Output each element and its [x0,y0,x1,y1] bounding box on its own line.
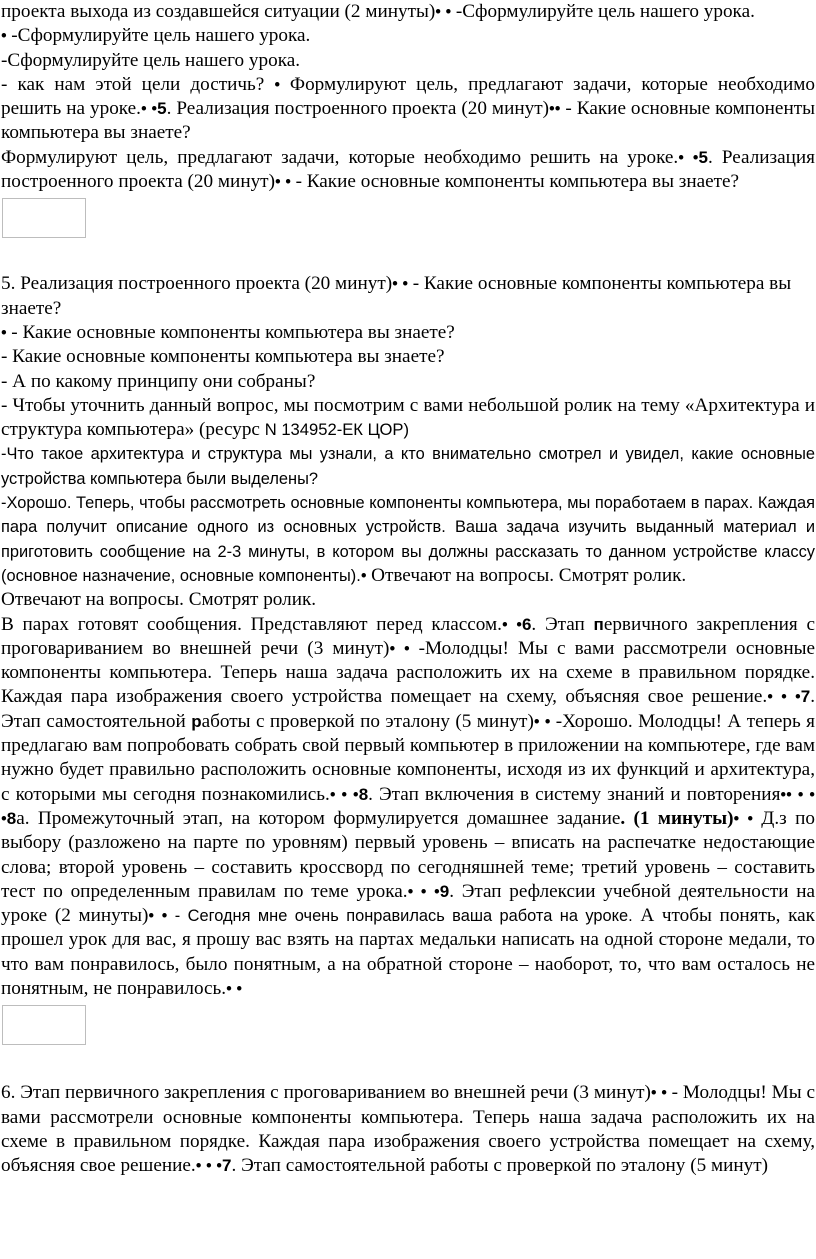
resource-code: N 134952-ЕК ЦОР) [264,420,409,440]
text: а. Промежуточный этап, на котором формулируется домашнее задание [16,807,621,829]
text: . Реализация построенного проекта (20 минут) [166,98,549,120]
bold-text: . (1 минуты) [620,807,734,829]
bullet-marker: • • [435,3,456,21]
text: - Сегодня мне очень понравилась ваша работа на уроке. [174,907,633,926]
paragraph-8 [1,345,815,369]
text: - Чтобы уточнить данный вопрос, мы посмотрим с вами небольшой ролик на тему «Архитектура и структура компьютера» (ресурс [1,394,815,441]
paragraph-9 [1,370,815,394]
stage-number: 9 [439,881,450,901]
stage-number: 8 [6,808,17,828]
bullet-marker: • [360,566,372,585]
paragraph-1 [1,0,815,24]
text: аботы с проверкой по эталону (5 минут) [201,710,534,732]
bullet-marker: • [1,323,12,342]
text: . Этап рефлексии учебной деятельности на уроке (2 минуты) [1,880,815,927]
text: - Какие основные компоненты компьютера вы знаете? [1,346,445,368]
bullet-marker: •• [548,100,561,119]
initial-letter: р [191,711,202,731]
paragraph-6 [1,272,815,321]
stage-number: 5 [698,147,708,167]
text: - Молодцы! Мы с вами рассмотрели основные компоненты компьютера. Теперь наша задача расположить их на схеме в правильном порядке. Каждая пара изображения своего устройства помещает на схему, объясняя свое решение. [1,1082,815,1177]
bullet-marker: • • [650,1084,672,1103]
text: А чтобы понять, как прошел урок для вас, я прошу вас взять на партах медальки написать на одной стороне медали, то что вам понравилось, было понятным, а на обратной стороне – наоборот, то, что вам осталось не понятным, не понравилось. [1,905,815,999]
text: . Этап включения в систему знаний и повторения [368,783,781,805]
bullet-marker: • • • [195,1157,223,1176]
text: . Этап самостоятельной работы с проверкой по эталону (5 минут) [231,1155,769,1177]
text: - Какие основные компоненты компьютера вы знаете? [1,98,815,144]
text: . Этап [531,613,594,635]
bullet-marker: • • [274,173,296,192]
text: 5. Реализация построенного проекта (20 минут) [1,273,393,295]
paragraph-4 [1,73,815,146]
stage-number: 6 [521,614,532,634]
bullet-marker: • • • [407,882,440,901]
text: - как нам этой цели достичь? [1,73,275,95]
bullet-marker: • • • [329,785,359,804]
stage-number: 7 [222,1156,232,1176]
initial-letter: п [593,614,604,634]
paragraph-5 [1,146,815,195]
text: . Этап самостоятельной [1,686,815,732]
bullet-marker: • • [140,100,158,119]
spacer [1,238,815,272]
text: -Хорошо. Теперь, чтобы рассмотреть основные компоненты компьютера, мы поработаем в парах. Каждая пара получит описание одного из основных устройств. Ваша задача изучить выданный материал и приготовить сообщение на 2-3 минуты, в котором вы должны рассказать то данном устройстве классу (основное назначение, основные компоненты). [1,494,815,585]
paragraph-7 [1,321,815,345]
text: Д.з по выбору (разложено на парте по уровням) первый уровень – вписать на распечатке недостающие слова; второй уровень – составить кроссворд по сегодняшней теме; третий уровень – составить тест по определенным правилам по теме урока. [1,807,815,902]
text: - Какие основные компоненты компьютера вы знаете? [1,273,792,319]
bullet-marker: • • [501,615,522,634]
text: 6. Этап первичного закрепления с проговариванием во внешней речи (3 минут) [1,1082,651,1104]
paragraph-13 [1,588,815,612]
bullet-marker: • • [678,148,699,167]
text: - Какие основные компоненты компьютера вы знаете? [11,321,455,343]
stage-number: 7 [800,687,811,707]
text: - Какие основные компоненты компьютера вы знаете? [295,171,740,193]
text: Формулируют цель, предлагают задачи, которые необходимо решить на уроке. [1,146,679,168]
bullet-marker: • • [533,712,556,731]
text: Отвечают на вопросы. Смотрят ролик. [1,589,317,611]
image-placeholder [2,1005,86,1045]
text: -Сформулируйте цель нашего урока. [1,49,301,71]
bullet-marker: • [1,27,12,46]
bullet-marker: • • [226,979,243,998]
text: -Сформулируйте цель нашего урока. [11,25,311,47]
text: Отвечают на вопросы. Смотрят ролик. [371,564,687,586]
text: -Сформулируйте цель нашего урока. [455,1,755,22]
text: Формулируют цель, предлагают задачи, которые необходимо решить на уроке. [1,73,815,120]
text: В парах готовят сообщения. Представляют перед классом. [1,613,502,635]
bullet-marker: • • [392,275,413,294]
image-placeholder [2,198,86,238]
paragraph-15 [1,1081,815,1178]
bullet-marker: • [274,75,290,94]
paragraph-14 [1,613,815,1002]
paragraph-11 [1,442,815,491]
text: -Что такое архитектура и структура мы узнали, а кто внимательно смотрел и увидел, какие основные устройства компьютера были выделены? [1,445,815,488]
bullet-marker: • • • [767,688,801,707]
text: проекта выхода из создавшейся ситуации (2 минуты) [1,1,436,22]
paragraph-2 [1,24,815,48]
text: ервичного закрепления с проговариванием во внешней речи (3 минут) [1,613,816,659]
bullet-marker: • • [148,907,175,926]
text: -Хорошо. Молодцы! А теперь я предлагаю вам попробовать собрать свой первый компьютер в приложении на компьютере, где вам нужно будет правильно расположить основные компоненты, исходя из их функций и архитектура, с которыми мы сегодня познакомились. [1,710,816,805]
text: . Реализация построенного проекта (20 минут) [1,146,816,193]
stage-number: 8 [358,784,369,804]
text: - А по какому принципу они собраны? [1,370,316,392]
paragraph-10 [1,394,815,443]
stage-number: 5 [157,99,167,119]
paragraph-3 [1,49,815,73]
bullet-marker: • • [389,639,419,658]
text: -Молодцы! Мы с вами рассмотрели основные компоненты компьютера. Теперь наша задача расположить их на схеме в правильном порядке. Каждая пара изображения своего устройства помещает на схему, объясняя свое решение. [1,637,816,708]
paragraph-12 [1,491,815,588]
spacer [1,1045,815,1081]
bullet-marker: • • [733,809,762,828]
bullet-marker: •• • • • [1,785,816,828]
